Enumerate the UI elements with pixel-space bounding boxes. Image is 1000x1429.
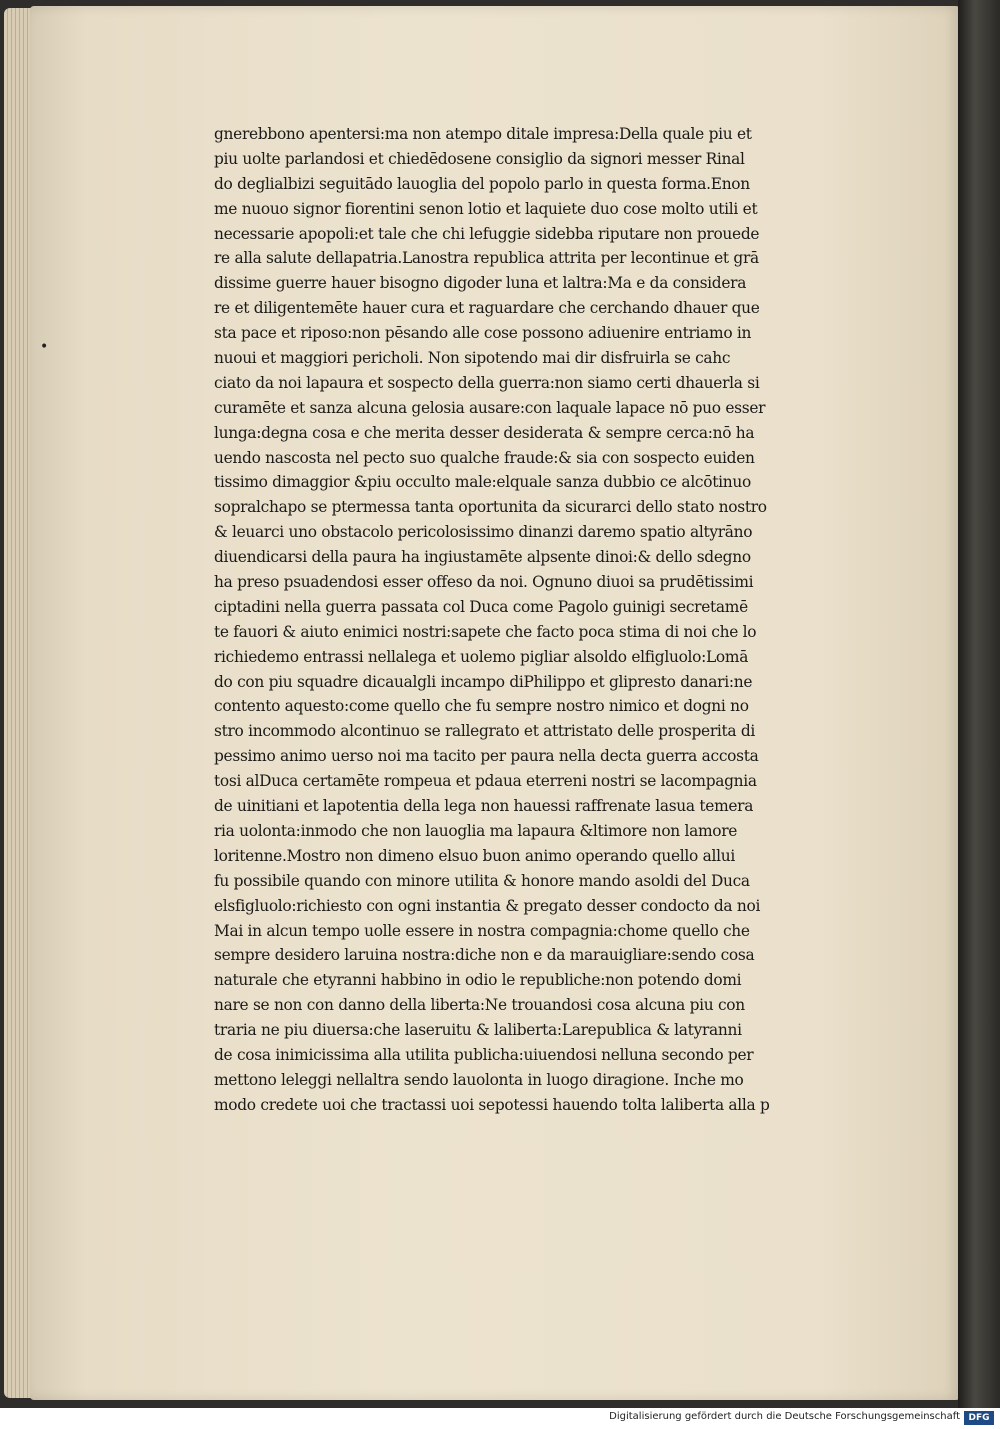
dfg-logo: DFG bbox=[964, 1411, 994, 1425]
text-line: re et diligentemēte hauer cura et raguardare che cerchando dhauer que bbox=[214, 299, 760, 318]
text-line: tosi alDuca certamēte rompeua et pdaua eterreni nostri se lacompagnia bbox=[214, 772, 757, 791]
text-line: ciato da noi lapaura et sospecto della guerra:non siamo certi dhauerla si bbox=[214, 373, 760, 392]
text-line: pessimo animo uerso noi ma tacito per paura nella decta guerra accosta bbox=[214, 747, 759, 766]
book-spine-shadow bbox=[958, 0, 1000, 1408]
text-line: uendo nascosta nel pecto suo qualche fraude:& sia con sospecto euiden bbox=[214, 448, 755, 467]
text-line: de cosa inimicissima alla utilita publicha:uiuendosi nelluna secondo per bbox=[214, 1045, 754, 1064]
text-line: ria uolonta:inmodo che non lauoglia ma lapaura &ltimore non lamore bbox=[214, 821, 738, 840]
text-line: nuoui et maggiori pericholi. Non sipotendo mai dir disfruirla se cahc bbox=[214, 349, 731, 368]
text-line: tissimo dimaggior &piu occulto male:elquale sanza dubbio ce alcōtinuo bbox=[214, 473, 751, 492]
text-line: fu possibile quando con minore utilita & honore mando asoldi del Duca bbox=[214, 871, 750, 890]
text-line: elsfigluolo:richiesto con ogni instantia & pregato desser condocto da noi bbox=[214, 896, 761, 915]
text-line: dissime guerre hauer bisogno digoder luna et laltra:Ma e da considera bbox=[214, 274, 747, 293]
text-line: diuendicarsi della paura ha ingiustamēte alpsente dinoi:& dello sdegno bbox=[214, 548, 751, 567]
text-line: re alla salute dellapatria.Lanostra republica attrita per lecontinue et grā bbox=[214, 249, 759, 268]
digitization-footer bbox=[0, 1408, 1000, 1429]
text-line: mettono leleggi nellaltra sendo lauolonta in luogo diragione. Inche mo bbox=[214, 1070, 744, 1089]
text-line: do deglialbizi seguitādo lauoglia del popolo parlo in questa forma.Enon bbox=[214, 174, 750, 193]
text-line: loritenne.Mostro non dimeno elsuo buon animo operando quello allui bbox=[214, 846, 735, 865]
text-line: richiedemo entrassi nellalega et uolemo pigliar alsoldo elfigluolo:Lomā bbox=[214, 647, 749, 666]
text-line: nare se non con danno della liberta:Ne trouandosi cosa alcuna piu con bbox=[214, 996, 745, 1015]
text-line: ha preso psuadendosi esser offeso da noi. Ognuno diuoi sa prudētissimi bbox=[214, 573, 754, 592]
text-line: de uinitiani et lapotentia della lega non hauessi raffrenate lasua temera bbox=[214, 797, 754, 816]
text-block bbox=[214, 122, 854, 1118]
text-line: me nuouo signor fiorentini senon lotio et laquiete duo cose molto utili et bbox=[214, 199, 758, 218]
text-line: sta pace et riposo:non pēsando alle cose possono adiuenire entriamo in bbox=[214, 324, 752, 343]
text-line: naturale che etyranni habbino in odio le republiche:non potendo domi bbox=[214, 971, 742, 990]
text-line: Mai in alcun tempo uolle essere in nostra compagnia:chome quello che bbox=[214, 921, 750, 940]
text-line: lunga:degna cosa e che merita desser desiderata & sempre cerca:nō ha bbox=[214, 423, 755, 442]
binding-thread-mark: • bbox=[40, 339, 49, 355]
text-line: ciptadini nella guerra passata col Duca come Pagolo guinigi secretamē bbox=[214, 597, 748, 616]
text-line: piu uolte parlandosi et chiedēdosene consiglio da signori messer Rinal bbox=[214, 149, 745, 168]
text-line: modo credete uoi che tractassi uoi sepotessi hauendo tolta laliberta alla p bbox=[214, 1095, 770, 1114]
text-line: do con piu squadre dicaualgli incampo diPhilippo et glipresto danari:ne bbox=[214, 672, 753, 691]
text-line: traria ne piu diuersa:che laseruitu & laliberta:Larepublica & latyranni bbox=[214, 1021, 742, 1040]
text-line: sopralchapo se ptermessa tanta oportunita da sicurarci dello stato nostro bbox=[214, 498, 767, 517]
text-line: te fauori & aiuto enimici nostri:sapete che facto poca stima di noi che lo bbox=[214, 622, 757, 641]
text-line: contento aquesto:come quello che fu sempre nostro nimico et dogni no bbox=[214, 697, 749, 716]
funding-credit: Digitalisierung gefördert durch die Deutsche Forschungsgemeinschaft bbox=[609, 1411, 960, 1422]
text-line: gnerebbono apentersi:ma non atempo ditale impresa:Della quale piu et bbox=[214, 125, 752, 143]
text-line: & leuarci uno obstacolo pericolosissimo dinanzi daremo spatio altyrāno bbox=[214, 523, 753, 542]
text-line: necessarie apopoli:et tale che chi lefuggie sidebba riputare non prouede bbox=[214, 224, 760, 243]
text-line: curamēte et sanza alcuna gelosia ausare:con laquale lapace nō puo esser bbox=[214, 398, 766, 417]
text-line: stro incommodo alcontinuo se rallegrato et attristato delle prosperita di bbox=[214, 722, 756, 741]
text-line: sempre desidero laruina nostra:diche non e da marauigliare:sendo cosa bbox=[214, 946, 755, 965]
